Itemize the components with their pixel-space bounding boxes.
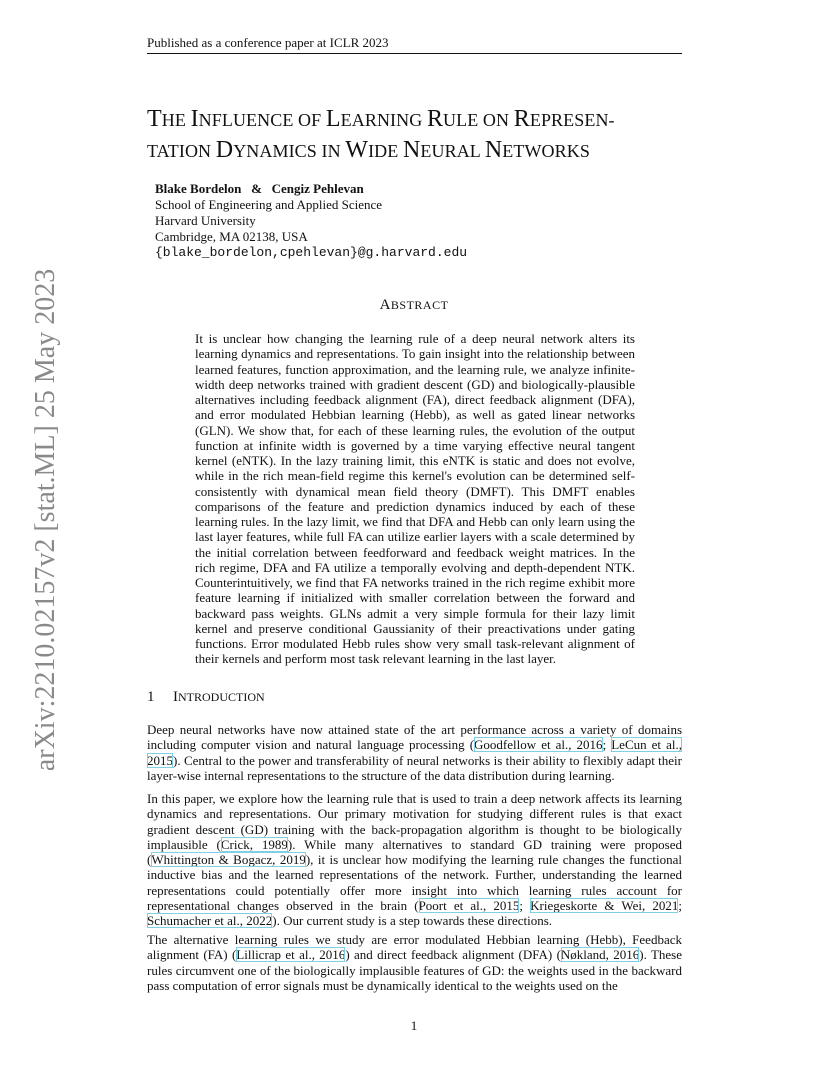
author-affiliation-school: School of Engineering and Applied Science — [155, 197, 383, 212]
citation-link[interactable]: Lillicrap et al., 2016 — [236, 947, 346, 963]
text-run: ). While many alternatives to standard GD training were proposed ( — [147, 836, 682, 868]
title-line-1: THE INFLUENCE OF LEARNING RULE ON REPRESEN- — [147, 106, 615, 132]
text-run: ; — [519, 898, 531, 914]
text-run: ) and direct feedback alignment (DFA) ( — [345, 947, 561, 963]
text-run: ; — [678, 898, 682, 914]
section-title: INTRODUCTION — [173, 689, 265, 705]
author-email[interactable]: {blake_bordelon,cpehlevan}@g.harvard.edu — [155, 245, 468, 260]
abstract-heading: ABSTRACT — [379, 297, 449, 313]
text-run: ). These rules circumvent one of the biologically implausible features of GD: the weights used in the backward pass computation of error signals must be dynamically identical to the weights used on the — [147, 947, 682, 993]
text-run: The alternative learning rules we study are error modulated Hebbian learning (Hebb), Feedback alignment (FA) ( — [147, 932, 682, 963]
citation-link[interactable]: Crick, 1989 — [220, 836, 288, 852]
intro-paragraph-3 — [147, 932, 682, 993]
citation-link[interactable]: Nøkland, 2016 — [560, 947, 640, 963]
text-run: Deep neural networks have now attained state of the art performance across a variety of domains including computer vision and natural language processing ( — [147, 722, 682, 753]
citation-link[interactable]: LeCun et al., 2015 — [147, 737, 682, 768]
author-names: Blake Bordelon & Cengiz Pehlevan — [155, 181, 364, 196]
running-header: Published as a conference paper at ICLR 2023 — [147, 35, 389, 50]
section-heading-introduction — [147, 689, 265, 706]
header-rule — [147, 53, 682, 54]
arxiv-stamp-text: arXiv:2210.02157v2 [stat.ML] 25 May 2023 — [30, 270, 61, 770]
citation-link[interactable]: Kriegeskorte & Wei, 2021 — [530, 898, 679, 914]
title-line-2: TATION DYNAMICS IN WIDE NEURAL NETWORKS — [147, 137, 590, 163]
citation-link[interactable]: Poort et al., 2015 — [418, 898, 520, 914]
author-address: Cambridge, MA 02138, USA — [155, 229, 308, 244]
paper-title — [147, 104, 707, 166]
author-block — [155, 181, 467, 261]
text-run: ). Our current study is a step towards these directions. — [272, 913, 553, 929]
citation-link[interactable]: Goodfellow et al., 2016 — [474, 737, 603, 753]
section-number: 1 — [147, 689, 155, 705]
intro-paragraph-2 — [147, 791, 682, 929]
text-run: In this paper, we explore how the learning rule that is used to train a deep network affects its learning dynamics and representations. Our primary motivation for studying different rules is that exact gradient descent (GD) training with the back-propagation algorithm is thought to be biologically implausible ( — [147, 791, 682, 852]
text-run: ). Central to the power and transferability of neural networks is their ability to flexibly adapt their layer-wise internal representations to the structure of the data distribution during learning. — [147, 752, 682, 783]
arxiv-identifier-stamp — [12, 270, 68, 770]
text-run: ; — [602, 737, 612, 753]
author-affiliation-university: Harvard University — [155, 213, 256, 228]
citation-link[interactable]: Schumacher et al., 2022 — [147, 913, 273, 929]
page-number: 1 — [410, 1018, 418, 1033]
intro-paragraph-1 — [147, 722, 682, 783]
citation-link[interactable]: Whittington & Bogacz, 2019 — [151, 852, 306, 868]
abstract-text: It is unclear how changing the learning rule of a deep neural network alters its learning dynamics and representations. To gain insight into the relationship between learned features, function approximation, and the learning rule, we analyze infinite-width deep networks trained with gradient descent (GD) and biologically-plausible alternatives including feedback alignment (FA), direct feedback alignment (DFA), and error modulated Hebbian learning (Hebb), as well as gated linear networks (GLN). We show that, for each of these learning rules, the evolution of the output function at infinite width is governed by a time varying effective neural tangent kernel (eNTK). In the lazy training limit, this eNTK is static and does not evolve, while in the rich mean-field regime this kernel's evolution can be determined self-consistently with dynamical mean field theory (DMFT). This DMFT enables comparisons of the feature and prediction dynamics induced by each of these learning rules. In the lazy limit, we find that DFA and Hebb can only learn using the last layer features, while full FA can utilize earlier layers with a scale determined by the initial correlation between feedforward and feedback weight matrices. In the rich regime, DFA and FA utilize a temporally evolving and depth-dependent NTK. Counterintuitively, we find that FA networks trained in the rich regime exhibit more feature learning if initialized with smaller correlation between the forward and backward pass weights. GLNs admit a very simple formula for their lazy limit kernel and preserve conditional Gaussianity of their preactivations under gating functions. Error modulated Hebb rules show very small task-relevant alignment of their kernels and perform most task relevant learning in the last layer. — [195, 331, 635, 667]
text-run: ), it is unclear how modifying the learning rule changes the functional inductive bias and the learned representations of the network. Further, understanding the learned representations could potentially offer more insight into which learning rules account for representational changes observed in the brain ( — [147, 852, 683, 914]
